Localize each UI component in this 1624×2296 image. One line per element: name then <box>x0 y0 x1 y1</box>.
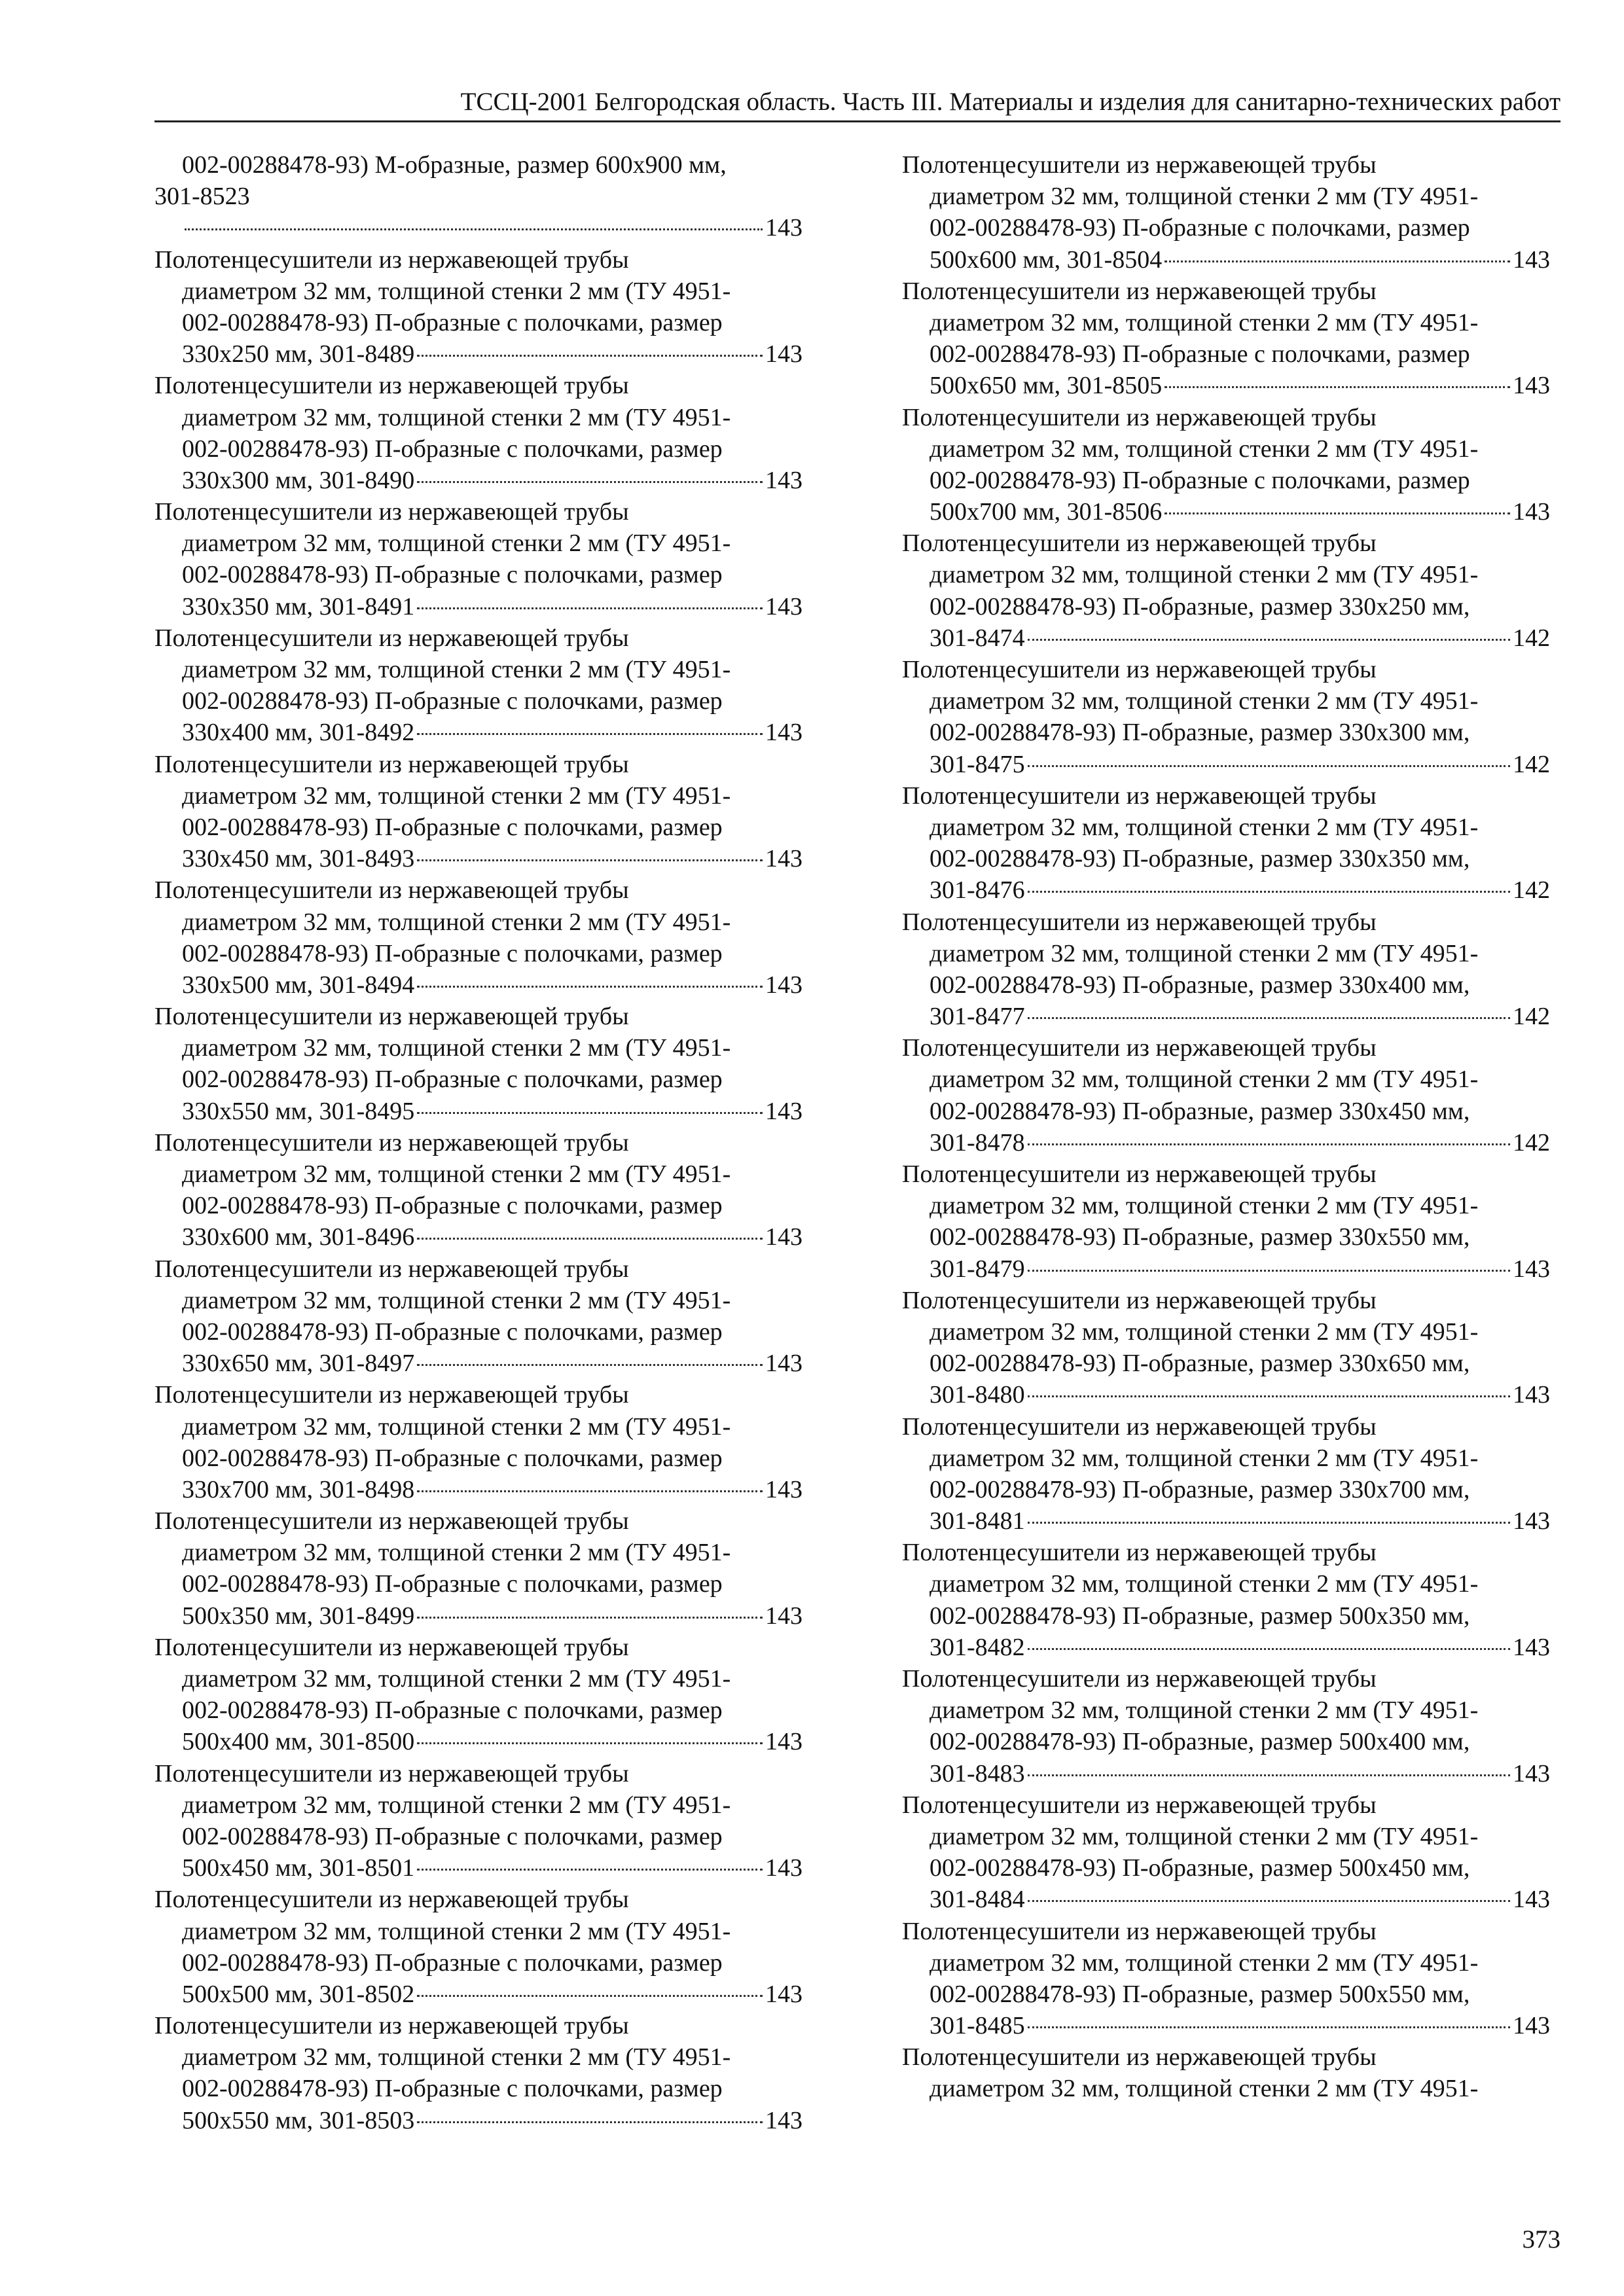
entry-last-line <box>154 2105 803 2136</box>
entry-code: 500x700 мм, 301-8506 <box>929 498 1163 526</box>
index-entry <box>154 1379 803 1505</box>
entry-text-line: 002-00288478-93) П-образные с полочками, размер <box>182 1822 723 1850</box>
entry-page-number: 143 <box>765 845 803 873</box>
entry-title: Полотенцесушители из нержавеющей трубы <box>902 1160 1377 1188</box>
entry-text-line: 002-00288478-93) П-образные с полочками, размер <box>182 1318 723 1346</box>
entry-text-line: диаметром 32 мм, толщиной стенки 2 мм (ТУ 4951- <box>929 813 1479 841</box>
dot-leader <box>417 1869 763 1871</box>
dot-leader <box>417 1490 763 1492</box>
entry-text-line: диаметром 32 мм, толщиной стенки 2 мм (ТУ 4951- <box>182 656 731 683</box>
entry-code: 301-8477 <box>929 1003 1025 1031</box>
entry-text-line: 002-00288478-93) П-образные, размер 500x550 мм, <box>929 1980 1470 2008</box>
entry-text-line: 002-00288478-93) П-образные с полочками, размер <box>182 2075 723 2103</box>
dot-leader <box>1028 639 1510 641</box>
entry-code: 301-8475 <box>929 750 1025 778</box>
entry-page-number: 143 <box>765 971 803 999</box>
entry-code: 330x300 мм, 301-8490 <box>182 466 415 494</box>
entry-text-line: 002-00288478-93) П-образные, размер 330x700 мм, <box>929 1475 1470 1503</box>
entry-code: 330x700 мм, 301-8498 <box>182 1475 415 1503</box>
entry-page-number: 143 <box>1513 1633 1550 1661</box>
entry-last-line <box>154 1726 803 1757</box>
entry-page-number: 143 <box>765 1602 803 1630</box>
entry-page-number: 142 <box>1513 624 1550 652</box>
dot-leader <box>417 733 763 735</box>
entry-text-line: 002-00288478-93) П-образные с полочками, размер <box>182 939 723 967</box>
index-entry <box>154 149 803 181</box>
entry-text-line: диаметром 32 мм, толщиной стенки 2 мм (ТУ 4951- <box>929 561 1479 589</box>
entry-page-number: 143 <box>1513 498 1550 526</box>
entry-code: 330x250 мм, 301-8489 <box>182 340 415 368</box>
dot-leader <box>417 1995 763 1997</box>
entry-title: Полотенцесушители из нержавеющей трубы <box>154 1886 629 1914</box>
index-entry <box>902 1032 1550 1158</box>
dot-leader <box>1028 2026 1510 2028</box>
entry-code: 301-8476 <box>929 876 1025 905</box>
entry-title: Полотенцесушители из нержавеющей трубы <box>902 277 1377 305</box>
dot-leader <box>1028 765 1510 767</box>
entry-code: 301-8474 <box>929 624 1025 652</box>
entry-last-line <box>154 591 803 622</box>
entry-last-line <box>902 1001 1550 1032</box>
entry-code: 301-8484 <box>929 1886 1025 1914</box>
index-entry <box>902 906 1550 1033</box>
entry-code: 500x500 мм, 301-8502 <box>182 1980 415 2008</box>
entry-last-line <box>902 1632 1550 1663</box>
entry-text-line: 002-00288478-93) П-образные с полочками, размер <box>182 435 723 463</box>
entry-text-line: диаметром 32 мм, толщиной стенки 2 мм (ТУ 4951- <box>929 687 1479 715</box>
index-entry <box>154 244 803 370</box>
entry-last-line <box>154 1979 803 2010</box>
running-header: ТССЦ-2001 Белгородская область. Часть III. Материалы и изделия для санитарно-технических работ <box>460 88 1561 116</box>
entry-text-line: 002-00288478-93) П-образные с полочками, размер <box>182 1948 723 1977</box>
entry-page-number: 143 <box>1513 245 1550 274</box>
index-entry <box>902 1285 1550 1411</box>
entry-code: 500x450 мм, 301-8501 <box>182 1854 415 1882</box>
entry-text-line: диаметром 32 мм, толщиной стенки 2 мм (ТУ 4951- <box>182 403 731 431</box>
entry-last-line <box>902 2010 1550 2041</box>
entry-code: 301-8483 <box>929 1759 1025 1787</box>
entry-last-line <box>154 465 803 496</box>
entry-page-number: 143 <box>765 1728 803 1756</box>
entry-code: 301-8482 <box>929 1633 1025 1661</box>
entry-last-line <box>902 874 1550 906</box>
entry-last-line <box>902 1758 1550 1789</box>
dot-leader <box>1028 1395 1510 1397</box>
entry-title: Полотенцесушители из нержавеющей трубы <box>154 1003 629 1031</box>
entry-page-number: 143 <box>1513 1381 1550 1409</box>
entry-text-line: диаметром 32 мм, толщиной стенки 2 мм (ТУ 4951- <box>182 1665 731 1693</box>
entry-page-number: 143 <box>765 592 803 620</box>
dot-leader <box>417 355 763 357</box>
entry-text-line: 002-00288478-93) П-образные, размер 330x400 мм, <box>929 971 1470 999</box>
entry-title: Полотенцесушители из нержавеющей трубы <box>154 1255 629 1283</box>
entry-text-line: 002-00288478-93) П-образные, размер 330x350 мм, <box>929 845 1470 873</box>
dot-leader <box>417 481 763 483</box>
dot-leader <box>1028 1270 1510 1272</box>
entry-code: 330x650 мм, 301-8497 <box>182 1350 415 1378</box>
index-entry <box>154 874 803 1001</box>
index-entry <box>154 1127 803 1253</box>
entry-last-line <box>154 338 803 370</box>
entry-title: Полотенцесушители из нержавеющей трубы <box>902 1286 1377 1314</box>
entry-last-line <box>154 717 803 748</box>
entry-page-number: 143 <box>765 214 803 242</box>
dot-leader <box>417 859 763 861</box>
entry-code: 500x350 мм, 301-8499 <box>182 1602 415 1630</box>
entry-code: 301-8478 <box>929 1128 1025 1157</box>
entry-last-line <box>902 622 1550 654</box>
entry-title: Полотенцесушители из нержавеющей трубы <box>902 403 1377 431</box>
entry-title: Полотенцесушители из нержавеющей трубы <box>902 151 1377 179</box>
dot-leader <box>1028 1017 1510 1019</box>
dot-leader <box>185 228 763 230</box>
entry-title: Полотенцесушители из нержавеющей трубы <box>154 2012 629 2040</box>
entry-title: Полотенцесушители из нержавеющей трубы <box>902 656 1377 683</box>
entry-text-line: диаметром 32 мм, толщиной стенки 2 мм (ТУ 4951- <box>929 1570 1479 1598</box>
entry-text-line: 002-00288478-93) П-образные с полочками, размер <box>182 1444 723 1472</box>
entry-last-line <box>902 1127 1550 1158</box>
entry-title: Полотенцесушители из нержавеющей трубы <box>902 1917 1377 1945</box>
entry-title: Полотенцесушители из нержавеющей трубы <box>154 876 629 905</box>
page-number: 373 <box>1522 2225 1561 2253</box>
entry-page-number: 143 <box>765 1475 803 1503</box>
entry-text-line: диаметром 32 мм, толщиной стенки 2 мм (ТУ 4951- <box>929 183 1479 211</box>
entry-code: 330x400 мм, 301-8492 <box>182 719 415 747</box>
entry-last-line <box>154 1348 803 1379</box>
entry-code: 330x600 мм, 301-8496 <box>182 1223 415 1251</box>
entry-text-line: диаметром 32 мм, толщиной стенки 2 мм (ТУ 4951- <box>182 1917 731 1945</box>
entry-last-line <box>902 1379 1550 1410</box>
index-entry <box>154 622 803 749</box>
dot-leader <box>1028 1774 1510 1776</box>
entry-last-line <box>154 969 803 1001</box>
index-entry <box>902 1663 1550 1789</box>
entry-code: 500x600 мм, 301-8504 <box>929 245 1163 274</box>
entry-last-line <box>902 749 1550 780</box>
entry-title: 301-8523 <box>154 183 250 211</box>
entry-text-line: 002-00288478-93) П-образные с полочками, размер <box>182 1066 723 1094</box>
entry-code: 500x550 мм, 301-8503 <box>182 2106 415 2134</box>
header-rule <box>154 120 1561 122</box>
entry-page-number: 143 <box>765 2106 803 2134</box>
entry-text-line: 002-00288478-93) П-образные, размер 500x400 мм, <box>929 1728 1470 1756</box>
entry-page-number: 142 <box>1513 1128 1550 1157</box>
index-entry <box>154 2010 803 2136</box>
entry-code: 330x350 мм, 301-8491 <box>182 592 415 620</box>
entry-page-number: 143 <box>765 340 803 368</box>
entry-code: 301-8480 <box>929 1381 1025 1409</box>
entry-last-line <box>154 1600 803 1632</box>
entry-title: Полотенцесушители из нержавеющей трубы <box>154 498 629 526</box>
index-entry <box>902 780 1550 906</box>
index-entry <box>154 1632 803 1758</box>
entry-text-line: 002-00288478-93) П-образные с полочками, размер <box>182 561 723 589</box>
entry-title: Полотенцесушители из нержавеющей трубы <box>902 781 1377 810</box>
index-entry <box>902 528 1550 654</box>
dot-leader <box>417 1364 763 1366</box>
entry-title: Полотенцесушители из нержавеющей трубы <box>902 908 1377 936</box>
entry-code: 301-8479 <box>929 1255 1025 1283</box>
entry-title: Полотенцесушители из нержавеющей трубы <box>154 624 629 652</box>
entry-last-line <box>154 1474 803 1505</box>
entry-text-line: диаметром 32 мм, толщиной стенки 2 мм (ТУ 4951- <box>182 529 731 558</box>
entry-text-line: диаметром 32 мм, толщиной стенки 2 мм (ТУ 4951- <box>182 1539 731 1567</box>
index-entry <box>154 1884 803 2010</box>
entry-text-line: 002-00288478-93) П-образные с полочками, размер <box>929 466 1470 494</box>
entry-text-line: диаметром 32 мм, толщиной стенки 2 мм (ТУ 4951- <box>182 1160 731 1188</box>
index-column-left <box>154 149 803 2136</box>
entry-code: 500x400 мм, 301-8500 <box>182 1728 415 1756</box>
index-entry <box>902 1916 1550 2042</box>
entry-text-line: диаметром 32 мм, толщиной стенки 2 мм (ТУ 4951- <box>929 1696 1479 1725</box>
entry-text-line: 002-00288478-93) М-образные, размер 600x900 мм, <box>182 151 727 179</box>
entry-title: Полотенцесушители из нержавеющей трубы <box>902 1665 1377 1693</box>
entry-page-number: 143 <box>765 1350 803 1378</box>
entry-text-line: 002-00288478-93) П-образные, размер 330x300 мм, <box>929 719 1470 747</box>
index-entry <box>154 1505 803 1632</box>
entry-text-line: 002-00288478-93) П-образные, размер 330x650 мм, <box>929 1350 1470 1378</box>
dot-leader <box>417 1238 763 1240</box>
entry-text-line: диаметром 32 мм, толщиной стенки 2 мм (ТУ 4951- <box>929 1948 1479 1977</box>
index-entry <box>902 1789 1550 1916</box>
entry-text-line: диаметром 32 мм, толщиной стенки 2 мм (ТУ 4951- <box>929 1318 1479 1346</box>
entry-title: Полотенцесушители из нержавеющей трубы <box>154 1381 629 1409</box>
entry-last-line <box>154 212 803 243</box>
entry-text-line: диаметром 32 мм, толщиной стенки 2 мм (ТУ 4951- <box>182 2043 731 2072</box>
entry-last-line <box>902 1253 1550 1285</box>
entry-text-line: диаметром 32 мм, толщиной стенки 2 мм (ТУ 4951- <box>182 1791 731 1819</box>
dot-leader <box>417 986 763 988</box>
entry-text-line: 002-00288478-93) П-образные с полочками, размер <box>929 214 1470 242</box>
index-entry <box>154 1253 803 1380</box>
entry-last-line <box>154 843 803 874</box>
entry-text-line: 002-00288478-93) П-образные, размер 500x350 мм, <box>929 1602 1470 1630</box>
index-entry <box>902 276 1550 402</box>
entry-page-number: 143 <box>1513 1255 1550 1283</box>
entry-page-number: 142 <box>1513 1003 1550 1031</box>
entry-text-line: диаметром 32 мм, толщиной стенки 2 мм (ТУ 4951- <box>182 1412 731 1441</box>
dot-leader <box>1028 891 1510 893</box>
entry-title: Полотенцесушители из нержавеющей трубы <box>154 1507 629 1535</box>
entry-text-line: диаметром 32 мм, толщиной стенки 2 мм (ТУ 4951- <box>929 435 1479 463</box>
dot-leader <box>417 1112 763 1114</box>
entry-last-line <box>154 1096 803 1127</box>
entry-page-number: 143 <box>1513 1507 1550 1535</box>
entry-text-line: диаметром 32 мм, толщиной стенки 2 мм (ТУ 4951- <box>929 308 1479 336</box>
entry-page-number: 143 <box>1513 372 1550 400</box>
entry-title: Полотенцесушители из нержавеющей трубы <box>902 1034 1377 1062</box>
dot-leader <box>1164 260 1510 262</box>
entry-page-number: 143 <box>1513 1759 1550 1787</box>
index-entry <box>902 149 1550 276</box>
entry-title: Полотенцесушители из нержавеющей трубы <box>154 1128 629 1157</box>
entry-title: Полотенцесушители из нержавеющей трубы <box>154 1633 629 1661</box>
entry-last-line <box>902 496 1550 528</box>
index-entry <box>902 2041 1550 2104</box>
entry-text-line: 002-00288478-93) П-образные с полочками, размер <box>182 813 723 841</box>
index-entry <box>154 496 803 622</box>
entry-text-line: 002-00288478-93) П-образные, размер 330x550 мм, <box>929 1223 1470 1251</box>
entry-last-line <box>154 1221 803 1253</box>
entry-text-line: диаметром 32 мм, толщиной стенки 2 мм (ТУ 4951- <box>929 1444 1479 1472</box>
entry-text-line: 002-00288478-93) П-образные с полочками, размер <box>929 340 1470 368</box>
index-entry <box>902 402 1550 528</box>
entry-last-line <box>154 1852 803 1884</box>
entry-last-line <box>902 1505 1550 1537</box>
entry-text-line: 002-00288478-93) П-образные с полочками, размер <box>182 1696 723 1725</box>
entry-text-line: 002-00288478-93) П-образные с полочками, размер <box>182 687 723 715</box>
entry-text-line: диаметром 32 мм, толщиной стенки 2 мм (ТУ 4951- <box>929 1066 1479 1094</box>
entry-title: Полотенцесушители из нержавеющей трубы <box>902 1791 1377 1819</box>
dot-leader <box>417 2121 763 2123</box>
dot-leader <box>417 1617 763 1619</box>
index-entry <box>902 1158 1550 1285</box>
entry-last-line <box>902 1884 1550 1915</box>
entry-last-line <box>902 244 1550 276</box>
entry-page-number: 143 <box>765 1097 803 1125</box>
entry-title: Полотенцесушители из нержавеющей трубы <box>902 2043 1377 2072</box>
entry-text-line: диаметром 32 мм, толщиной стенки 2 мм (ТУ 4951- <box>182 277 731 305</box>
entry-page-number: 143 <box>1513 1886 1550 1914</box>
index-entry <box>154 1758 803 1884</box>
entry-text-line: диаметром 32 мм, толщиной стенки 2 мм (ТУ 4951- <box>929 1822 1479 1850</box>
entry-text-line: 002-00288478-93) П-образные, размер 330x450 мм, <box>929 1097 1470 1125</box>
index-column-right <box>902 149 1550 2105</box>
entry-page-number: 142 <box>1513 750 1550 778</box>
entry-text-line: диаметром 32 мм, толщиной стенки 2 мм (ТУ 4951- <box>929 939 1479 967</box>
entry-page-number: 143 <box>765 719 803 747</box>
entry-title: Полотенцесушители из нержавеющей трубы <box>902 1412 1377 1441</box>
entry-text-line: диаметром 32 мм, толщиной стенки 2 мм (ТУ 4951- <box>182 1034 731 1062</box>
index-entry <box>154 749 803 875</box>
entry-page-number: 142 <box>1513 876 1550 905</box>
index-entry <box>154 1001 803 1127</box>
entry-code: 330x550 мм, 301-8495 <box>182 1097 415 1125</box>
index-entry <box>902 1537 1550 1663</box>
entry-text-line: диаметром 32 мм, толщиной стенки 2 мм (ТУ 4951- <box>182 1286 731 1314</box>
entry-code: 330x500 мм, 301-8494 <box>182 971 415 999</box>
entry-page-number: 143 <box>1513 2012 1550 2040</box>
entry-text-line: 002-00288478-93) П-образные с полочками, размер <box>182 1570 723 1598</box>
entry-text-line: диаметром 32 мм, толщиной стенки 2 мм (ТУ 4951- <box>182 908 731 936</box>
index-entry <box>902 654 1550 780</box>
index-entry <box>154 181 803 243</box>
index-entry <box>902 1411 1550 1537</box>
entry-title: Полотенцесушители из нержавеющей трубы <box>154 372 629 400</box>
entry-title: Полотенцесушители из нержавеющей трубы <box>154 750 629 778</box>
entry-text-line: диаметром 32 мм, толщиной стенки 2 мм (ТУ 4951- <box>182 781 731 810</box>
entry-title: Полотенцесушители из нержавеющей трубы <box>902 529 1377 558</box>
entry-text-line: диаметром 32 мм, толщиной стенки 2 мм (ТУ 4951- <box>929 2075 1479 2103</box>
dot-leader <box>1028 1900 1510 1902</box>
entry-code: 301-8481 <box>929 1507 1025 1535</box>
entry-title: Полотенцесушители из нержавеющей трубы <box>154 1759 629 1787</box>
dot-leader <box>1028 1648 1510 1650</box>
dot-leader <box>1164 386 1510 388</box>
entry-text-line: 002-00288478-93) П-образные, размер 500x450 мм, <box>929 1854 1470 1882</box>
dot-leader <box>1028 1143 1510 1145</box>
entry-code: 330x450 мм, 301-8493 <box>182 845 415 873</box>
index-entry <box>154 370 803 496</box>
dot-leader <box>417 1742 763 1744</box>
entry-title: Полотенцесушители из нержавеющей трубы <box>154 245 629 274</box>
entry-title: Полотенцесушители из нержавеющей трубы <box>902 1539 1377 1567</box>
entry-code: 500x650 мм, 301-8505 <box>929 372 1163 400</box>
entry-page-number: 143 <box>765 1980 803 2008</box>
entry-code: 301-8485 <box>929 2012 1025 2040</box>
entry-text-line: диаметром 32 мм, толщиной стенки 2 мм (ТУ 4951- <box>929 1192 1479 1220</box>
dot-leader <box>1164 512 1510 514</box>
entry-text-line: 002-00288478-93) П-образные, размер 330x250 мм, <box>929 592 1470 620</box>
entry-page-number: 143 <box>765 466 803 494</box>
entry-text-line: 002-00288478-93) П-образные с полочками, размер <box>182 308 723 336</box>
dot-leader <box>417 607 763 609</box>
entry-text-line: 002-00288478-93) П-образные с полочками, размер <box>182 1192 723 1220</box>
entry-page-number: 143 <box>765 1223 803 1251</box>
entry-page-number: 143 <box>765 1854 803 1882</box>
dot-leader <box>1028 1522 1510 1524</box>
entry-last-line <box>902 370 1550 401</box>
